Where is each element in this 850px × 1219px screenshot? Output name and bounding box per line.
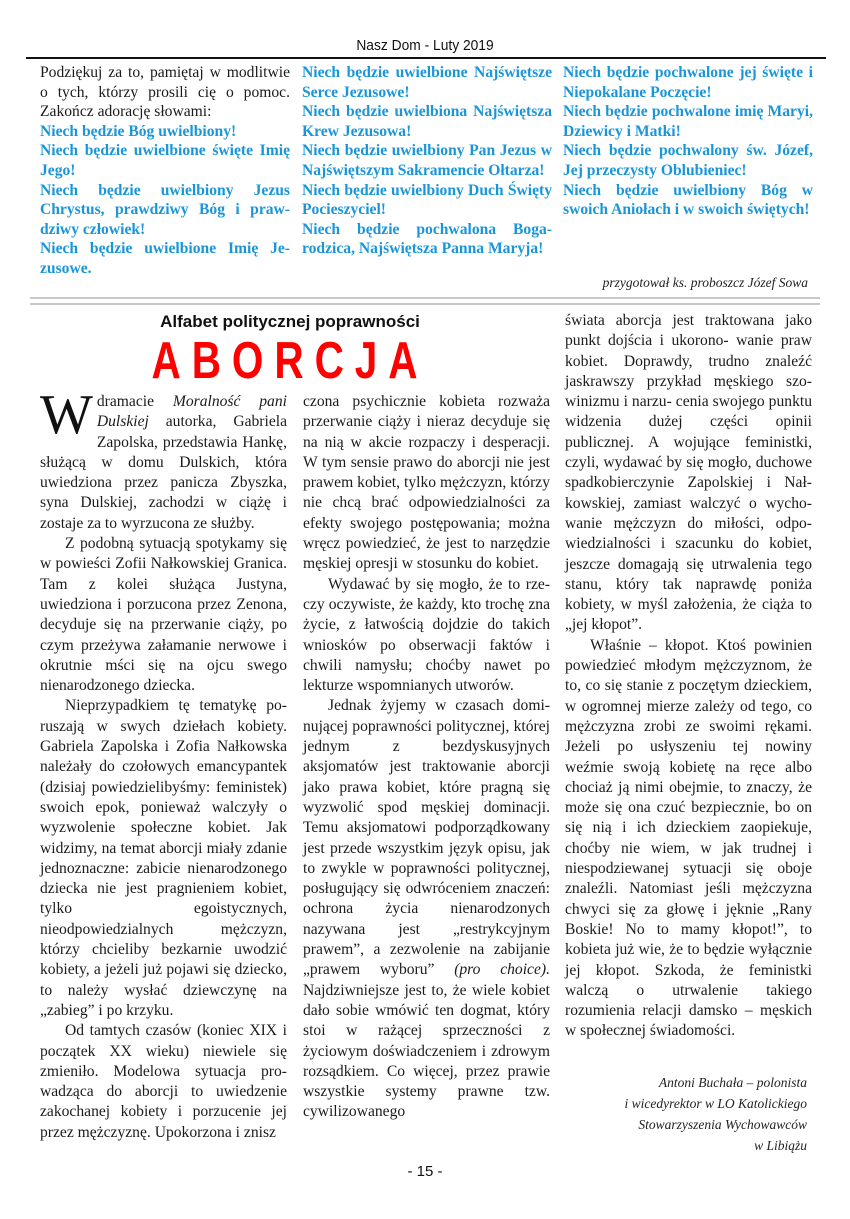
- signature-line: w Libiążu: [754, 1138, 807, 1153]
- article-paragraph: świata aborcja jest traktowana jako punkt dojścia i ukorono- wanie praw kobiet. Doprawdy, trudno znaleźć jaskrawszy przykład męskiego szowinizmu i narzu- cenia swojego punktu widzenia dużej części opinii publicznej. A wojujące feministki, czyli, wydawać by się mogło, duchowe spadkobierczynie Zapolskiej i Nałkowskiej, zamiast walczyć o wychowanie mężczyzn do miłości, odpowiedzialności i szacunku do kobiet, jeszcze domagają się utrwalenia tego stanu, który tak naprawdę poniża kobiety, w myśl założenia, że ciąża to „jej kłopot”.: [565, 312, 812, 634]
- article-column-1: [40, 384, 287, 1143]
- article-paragraph: [303, 696, 550, 1122]
- adoration-intro: Podziękuj za to, pamiętaj w modlitwie o tych, którzy prosili cię o pomoc. Zakończ adorację słowami:: [40, 64, 290, 121]
- prayer-line: Niech będzie pochwalone imię Maryi, Dziewicy i Matki!: [563, 103, 813, 140]
- article-paragraph: Właśnie – kłopot. Ktoś powinien powiedzieć młodym mężczyznom, że to, co się stanie z poczętym dzieckiem, w ogromnej mierze zależy od tego, co mężczyzna zrobi ze swoimi rękami. Jeżeli po usłyszeniu tej nowiny weźmie swoją kobietę na ręce albo chociaż ją nimi obejmie, to znaczy, że może się ona czuć bezpiecznie, bo on się nią i ich dzieckiem zaopiekuje, choćby nie wiem, w jak trudnej i niespodziewanej sytuacji się oboje znaleźli. Natomiast jeśli mężczyzna chwyci się za głowę i jęknie „Rany Boskie! No to mamy kłopot!”, to kobieta już wie, że to będzie wyłącznie jej kłopot. Szkoda, że feministki walczą o utrwalenie takiego rozumienia relacji damsko – męskich w społecznej świadomości.: [565, 636, 812, 1040]
- signature-line: Antoni Buchała – polonista: [658, 1075, 807, 1090]
- header-rule: [26, 57, 826, 59]
- prayer-line: Niech będzie Bóg uwielbiony!: [40, 122, 237, 140]
- text-run: Najdziwniejsze jest to, że wiele kobiet dało sobie wmówić ten dogmat, który stoi w rażącej sprzeczności z życiowym doświadczeniem i zdrowym rozsądkiem. Co więcej, przez prawie wszystkie systemy prawne tzw. cywilizowanego: [303, 981, 550, 1121]
- prayer-line: Niech będzie uwielbione Imię Jezusowe.: [40, 240, 290, 277]
- prayer-line: Niech będzie uwielbiony Duch Święty Pocieszyciel!: [302, 181, 552, 219]
- page-number: - 15 -: [407, 1163, 443, 1180]
- prayer-line: Niech będzie uwielbiony Jezus Chrystus, prawdziwy Bóg i prawdziwy człowiek!: [40, 181, 290, 238]
- prayer-line: Niech będzie uwielbiona Najświętsza Krew Jezusowa!: [302, 103, 552, 140]
- article-column-2: [303, 392, 550, 1123]
- adoration-column-2: [302, 63, 552, 259]
- article-paragraph: Wydawać by się mogło, że to rzeczy oczywiste, że każdy, kto trochę zna życie, z łatwością dojdzie do takich wniosków po obserwacji faktów i chwili namysłu; choćby nawet po lekturze wspomnianych utworów.: [303, 575, 550, 695]
- article-paragraph: czona psychicznie kobieta rozważa przerwanie ciąży i nieraz decyduje się na nią w akcie rozpaczy i desperacji. W tym sensie prawo do aborcji nie jest prawem kobiet, tylko mężczyzn, którzy nie chcą brać odpowiedzialności za efekty swojego postępowania; można wręcz powiedzieć, że jest to narzędzie męskiej opresji w stosunku do kobiet.: [303, 393, 550, 573]
- prayer-line: Niech będzie uwielbiony Bóg w swoich Aniołach i w swoich świętych!: [563, 181, 813, 219]
- prayer-line: Niech będzie pochwalony św. Józef, Jej przeczysty Oblubieniec!: [563, 142, 813, 179]
- article-title: ABORCJA: [151, 332, 429, 390]
- article-kicker: Alfabet politycznej poprawności: [160, 312, 420, 331]
- text-run: dramacie: [96, 393, 173, 410]
- article-paragraph: Nieprzypadkiem tę tematykę poruszają w swych dziełach kobiety. Gabriela Zapolska i Zofia Nałkowska należały do czołowych emancypantek (dzisiaj powiedzielibyśmy: feministek) swoich epok, ponieważ walczyły o wyzwolenie społeczne kobiet. Jak widzimy, na temat aborcji miały zdanie jednoznaczne: zabicie nienarodzonego dziecka nie jest pragnieniem kobiet, tylko egoistycznych, nieodpowiedzialnych mężczyzn, którzy chcieliby bezkarnie uwodzić kobiety, a jeżeli już pojawi się dziecko, to należy wysłać dziewczynę na „zabieg” i po krzyku.: [40, 697, 287, 1019]
- author-signature: [565, 1072, 807, 1156]
- adoration-column-3: [563, 63, 813, 220]
- prayer-line: Niech będzie pochwalona Bogarodzica, Najświętsza Panna Maryja!: [302, 220, 552, 258]
- prayer-line: Niech będzie uwielbiony Pan Jezus w Najświętszym Sakramencie Ołtarza!: [302, 142, 552, 179]
- article-paragraph: [40, 384, 287, 534]
- text-run: autorka, Gabriela Zapolska, przedstawia Hankę, służącą w domu Dulskich, która uwiedziona przez panicza Zbyszka, syna Dulskiej, zachodzi w ciążę i zostaje za to wyrzucona ze służby.: [40, 413, 287, 532]
- article-paragraph: Od tamtych czasów (koniec XIX i początek XX wieku) niewiele się zmieniło. Modelowa sytuacja prowadząca do aborcji to uwiedzenie zakochanej kobiety i porzucenie jej przez mężczyznę. Upokorzona i znisz: [40, 1022, 287, 1141]
- prayer-line: Niech będzie pochwalone jej święte i Niepokalane Poczęcie!: [563, 64, 813, 101]
- section-divider: [30, 303, 550, 305]
- section-divider: [30, 297, 820, 299]
- italic-phrase: (pro choice).: [454, 961, 550, 979]
- section-divider: [550, 303, 820, 305]
- adoration-credit: przygotował ks. proboszcz Józef Sowa: [602, 275, 808, 290]
- signature-line: Stowarzyszenia Wychowawców: [638, 1117, 807, 1132]
- drop-cap: W: [40, 384, 93, 446]
- running-header: Nasz Dom - Luty 2019: [356, 37, 494, 54]
- play-title: Moralność pani Dulskiej: [96, 393, 287, 431]
- article-paragraph: Z podobną sytuacją spotykamy się w powieści Zofii Nałkowskiej Granica. Tam z kolei służąca Justyna, uwiedziona i porzucona przez Zenona, decyduje się na przerwanie ciąży, po czym przeżywa załamanie nerwowe i okrutnie mści się na ojcu swego nienarodzonego dziecka.: [40, 535, 287, 695]
- prayer-line: Niech będzie uwielbione święte Imię Jego!: [40, 142, 290, 179]
- prayer-line: Niech będzie uwielbione Najświętsze Serce Jezusowe!: [302, 64, 552, 101]
- signature-line: i wicedyrektor w LO Katolickiego: [624, 1096, 807, 1111]
- adoration-column-1: [40, 63, 290, 279]
- article-column-3: [565, 311, 812, 1042]
- text-run: Jednak żyjemy w czasach dominującej poprawności politycznej, której jednym z bezdyskusyjnych aksjomatów jest traktowanie aborcji jako prawa kobiet, które pragną się wyzwolić spod męskiej dominacji. Temu aksjomatowi podporządkowany jest przede wszystkim język opisu, jak to zwykle w poprawności politycznej, posługujący się odwróceniem znaczeń: ochrona życia nienarodzonych nazywana jest „restrykcyjnym prawem”, a zezwolenie na zabijanie „prawem wyboru”: [303, 697, 550, 979]
